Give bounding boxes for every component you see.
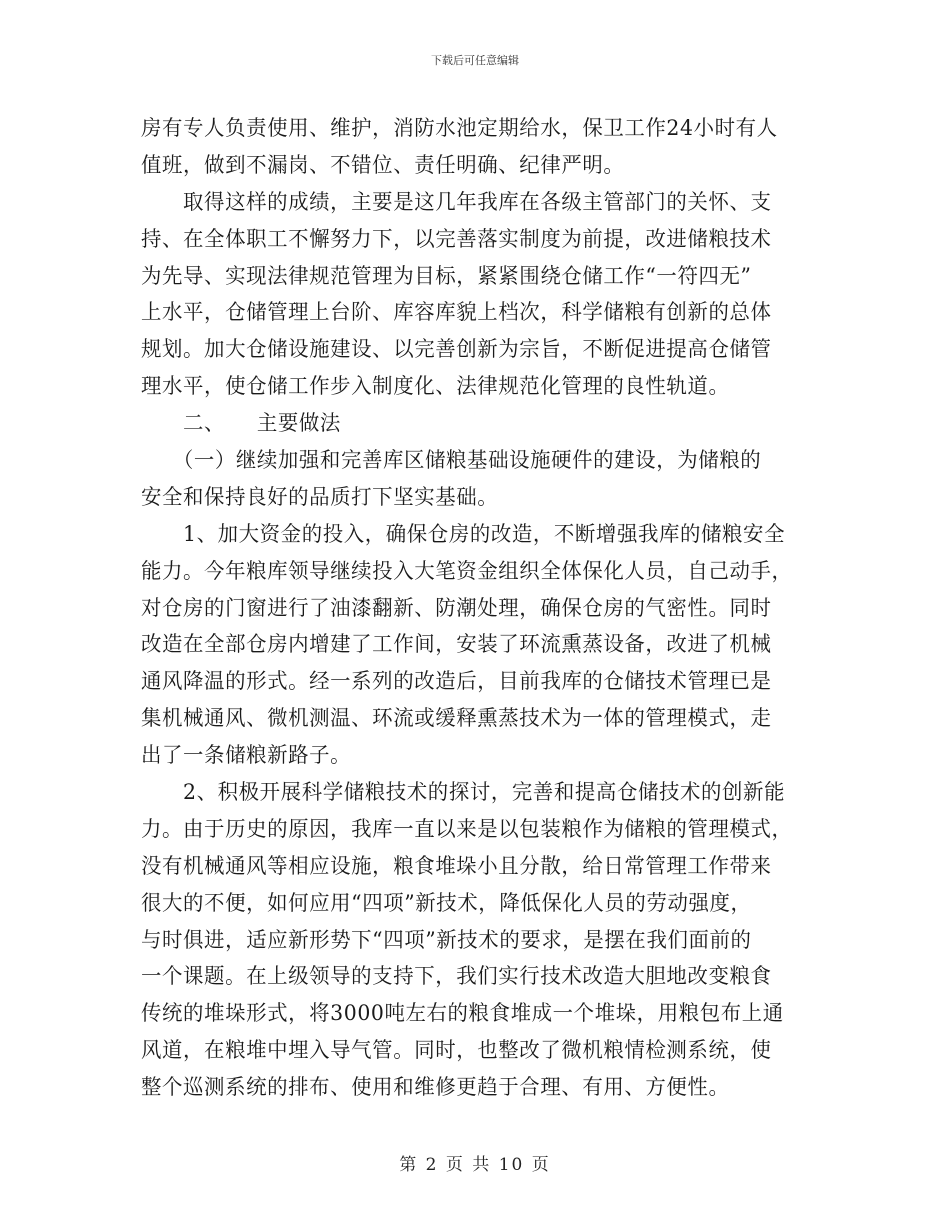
text-line: 安全和保持良好的品质打下坚实基础。 <box>141 484 499 509</box>
text-line: 值班，做到不漏岗、不错位、责任明确、纪律严明。 <box>141 152 625 177</box>
text-line: 一个课题。在上级领导的支持下，我们实行技术改造大胆地改变粮食 <box>141 964 772 989</box>
page-footer: 第 2 页 共 10 页 <box>399 1155 551 1175</box>
text-line: 与时俱进，适应新形势下“四项”新技术的要求，是摆在我们面前的 <box>141 927 752 952</box>
text-line: 通风降温的形式。经一系列的改造后，目前我库的仓储技术管理已是 <box>141 669 772 694</box>
text-line: 理水平，使仓储工作步入制度化、法律规范化管理的良性轨道。 <box>141 374 730 399</box>
text-line: 风道，在粮堆中埋入导气管。同时，也整改了微机粮情检测系统，使 <box>141 1038 772 1063</box>
text-line: 没有机械通风等相应设施，粮食堆垛小且分散，给日常管理工作带来 <box>141 853 772 878</box>
text-line: 为先导、实现法律规范管理为目标，紧紧围绕仓储工作“一符四无” <box>141 263 752 288</box>
text-line: 传统的堆垛形式，将3000吨左右的粮食堆成一个堆垛，用粮包布上通 <box>141 1001 784 1026</box>
text-line: 很大的不便，如何应用“四项”新技术，降低保化人员的劳动强度， <box>141 890 752 915</box>
text-line: 二、 主要做法 <box>141 411 341 436</box>
text-line: 2、积极开展科学储粮技术的探讨，完善和提高仓储技术的创新能 <box>141 780 786 805</box>
page-header: 下载后可任意编辑 <box>431 54 519 67</box>
text-line: 持、在全体职工不懈努力下，以完善落实制度为前提，改进储粮技术 <box>141 226 772 251</box>
text-line: 集机械通风、微机测温、环流或缓释熏蒸技术为一体的管理模式，走 <box>141 706 772 731</box>
text-line: 1、加大资金的投入，确保仓房的改造，不断增强我库的储粮安全 <box>141 521 786 546</box>
text-line: 力。由于历史的原因，我库一直以来是以包装粮作为储粮的管理模式， <box>141 816 793 841</box>
text-line: 上水平，仓储管理上台阶、库容库貌上档次，科学储粮有创新的总体 <box>141 300 772 325</box>
text-line: 房有专人负责使用、维护，消防水池定期给水，保卫工作24小时有人 <box>141 116 778 140</box>
text-line: 对仓房的门窗进行了油漆翻新、防潮处理，确保仓房的气密性。同时 <box>141 595 772 620</box>
body-text <box>141 110 811 1106</box>
text-line: 能力。今年粮库领导继续投入大笔资金组织全体保化人员，自己动手， <box>141 558 793 583</box>
text-line: 出了一条储粮新路子。 <box>141 743 352 768</box>
text-line: 规划。加大仓储设施建设、以完善创新为宗旨，不断促进提高仓储管 <box>141 337 772 362</box>
text-line: （一）继续加强和完善库区储粮基础设施硬件的建设，为储粮的 <box>141 448 762 473</box>
text-line: 取得这样的成绩，主要是这几年我库在各级主管部门的关怀、支 <box>141 189 772 214</box>
text-line: 改造在全部仓房内增建了工作间，安装了环流熏蒸设备，改进了机械 <box>141 632 772 657</box>
text-line: 整个巡测系统的排布、使用和维修更趋于合理、有用、方便性。 <box>141 1075 730 1100</box>
